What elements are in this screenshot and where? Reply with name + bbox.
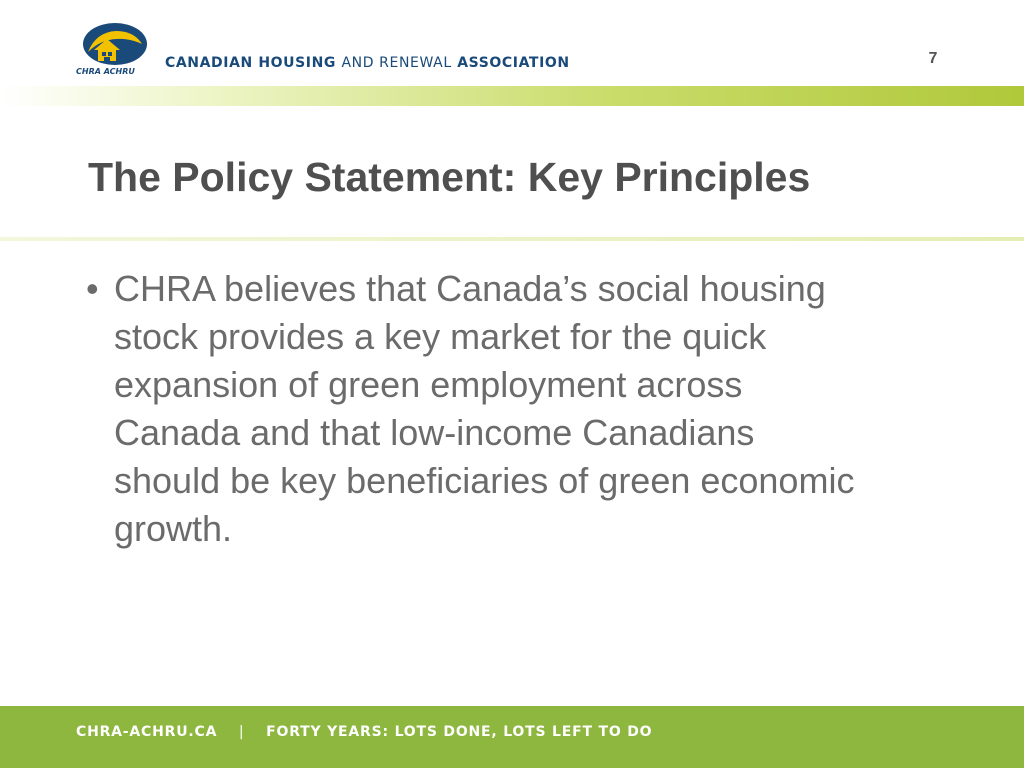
header-band (0, 86, 1024, 106)
org-name-part-3: ASSOCIATION (457, 55, 570, 71)
footer-website: CHRA-ACHRU.CA (76, 724, 218, 740)
bullet-icon: • (86, 268, 99, 309)
footer-text (76, 724, 652, 740)
chra-logo (74, 22, 150, 80)
org-name-part-2: AND RENEWAL (341, 55, 452, 71)
logo-text: CHRA ACHRU (76, 67, 135, 76)
bullet-text: CHRA believes that Canada’s social housing stock provides a key market for the quick expansion of green employment across Canada and that low-income Canadians should be key beneficiaries of green economic growth. (114, 268, 855, 549)
bullet-item (86, 265, 966, 553)
slide-title: The Policy Statement: Key Principles (88, 154, 811, 200)
org-name-part-1: CANADIAN HOUSING (165, 55, 337, 71)
bullet-list (86, 265, 966, 553)
organization-name (165, 55, 570, 71)
footer-bar (0, 706, 1024, 768)
footer-tagline: FORTY YEARS: LOTS DONE, LOTS LEFT TO DO (266, 724, 653, 740)
title-divider (0, 237, 1024, 241)
slide-number: 7 (928, 50, 938, 67)
footer-separator: | (238, 724, 245, 740)
